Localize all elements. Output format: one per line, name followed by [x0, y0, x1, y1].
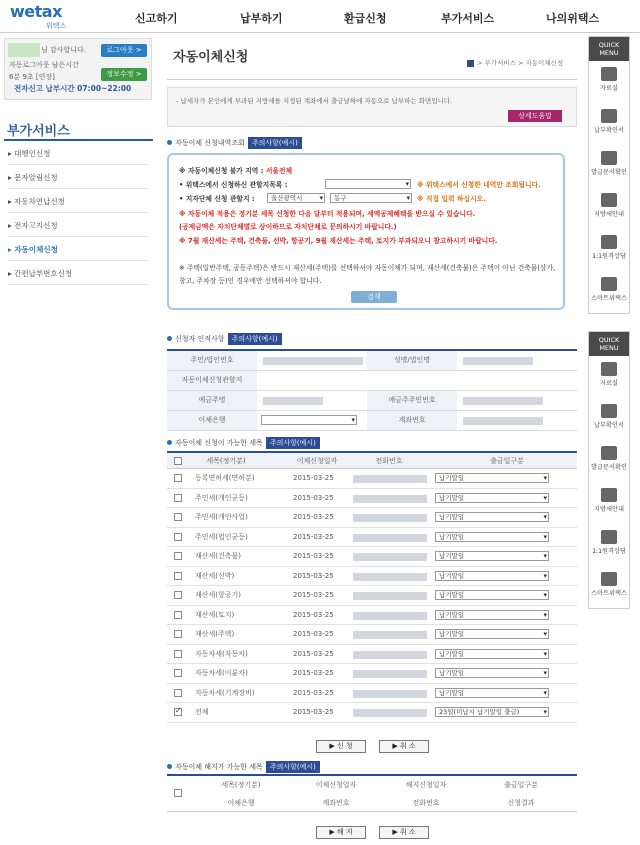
withdraw-option-select[interactable]: 납기말일 ▾ [435, 610, 549, 620]
sidebar-item-car-annual[interactable]: ▸ 자동차연납신청 [8, 191, 148, 213]
applicant-row [167, 351, 577, 371]
tax-item-name: 재산세(토지) [195, 610, 235, 619]
logo-text: wetax [10, 2, 62, 21]
tax-item-name: 전체 [195, 708, 209, 716]
apply-date: 2015-03-25 [293, 591, 334, 599]
search-section-title [167, 137, 302, 149]
phone-masked [353, 709, 427, 717]
title-divider [167, 79, 577, 80]
jurisdiction-label: 자동이체신청관할지 [167, 371, 257, 390]
quick-item-label: 지방세안내 [594, 211, 624, 218]
apply-button-label: 신 청 [336, 742, 353, 750]
document-icon [601, 446, 617, 460]
smartphone-icon [601, 277, 617, 291]
quick-remote-support[interactable] [589, 530, 629, 555]
apply-date: 2015-03-25 [293, 493, 334, 502]
col-tax-item: 세목(정기분) [206, 457, 246, 465]
withdraw-option-select[interactable]: 납기말일 ▾ [435, 668, 549, 678]
quick-item-label: 1:1원격상담 [592, 548, 626, 555]
smartphone-icon [601, 572, 617, 586]
removable-section-title [167, 761, 320, 773]
apply-date: 2015-03-25 [293, 571, 334, 580]
terminate-button[interactable]: ▶ 해 지 [316, 826, 366, 839]
nav-refund[interactable]: 환급신청 [344, 12, 387, 25]
apply-notice: ※ 자동이체 적용은 정기분 세목 신청한 다음 달부터 적용되며, 세액공제혜택을 받으실 수 있습니다. [179, 210, 476, 218]
notice-box [167, 87, 577, 127]
quick-archive[interactable] [589, 67, 629, 92]
sidebar-item-label: 전자고지신청 [14, 221, 58, 230]
document-icon [601, 151, 617, 165]
edit-info-button[interactable]: 정보수정 > [101, 68, 147, 81]
apply-date: 2015-03-25 [293, 513, 334, 521]
quick-local-tax-guide[interactable] [589, 193, 629, 218]
tax-row [167, 489, 577, 509]
row-checkbox[interactable] [174, 650, 182, 658]
tax-row [167, 547, 577, 567]
col-result: 신청결과 [507, 799, 535, 807]
unavailable-region [179, 165, 292, 175]
sidebar-item-label: 문자알림신청 [14, 173, 58, 182]
withdraw-option-select[interactable]: 납기말일 ▾ [435, 512, 549, 522]
phone-masked [353, 690, 427, 698]
col-apply-date: 이체신청일자 [315, 781, 357, 789]
row-checkbox[interactable] [174, 494, 182, 502]
tax-row [167, 625, 577, 645]
housing-notice: ※ 주택(일반주택, 공동주택)은 반드시 재산세(주택)를 선택하셔야 자동이체가 되며, 재산세(건축물)은 주택이 아닌 건축물(상가, 창고, 주차장 등)인 경우에만 선택하셔야 합니다. [179, 264, 556, 285]
jurisdiction-note: ※ 직접 입력 하십시오. [417, 195, 486, 203]
depositor-value [263, 397, 323, 405]
quick-menu-title: QUICK MENU [589, 332, 629, 356]
quick-doc-verify[interactable] [589, 151, 629, 176]
tax-row [167, 508, 577, 528]
quick-item-label: 자료실 [600, 380, 618, 387]
row-checkbox[interactable] [174, 513, 182, 521]
phone-masked [353, 553, 427, 561]
quick-item-label: 납부확인서 [594, 422, 624, 429]
quick-item-label: 발급문서확인 [591, 169, 627, 176]
apply-date: 2015-03-25 [293, 669, 334, 677]
col-cancel-date: 해지신청일자 [405, 781, 447, 789]
withdraw-option-select[interactable]: 납기말일 ▾ [435, 571, 549, 581]
sidebar-item-label: 간편납부번호신청 [14, 269, 73, 278]
quick-menu-bottom [588, 331, 630, 609]
section-label: 자동이체 해지가 가능한 세목 [175, 763, 263, 771]
jurisdiction-label: • 지자단체 신청 관할지 : [179, 195, 255, 203]
account-label: 계좌번호 [367, 411, 457, 430]
quick-payment-cert[interactable] [589, 404, 629, 429]
section-label: 신청자 인적사항 [175, 335, 225, 343]
quick-item-label: 스마트위택스 [591, 590, 627, 597]
sidebar-item-label: 자동이체신청 [14, 245, 58, 254]
quick-item-label: 스마트위택스 [591, 295, 627, 302]
row-checkbox[interactable] [174, 669, 182, 677]
id-number-value [263, 357, 363, 365]
applicant-table [167, 349, 577, 424]
auto-logout-timer[interactable]: 6분 9초 [연장] [9, 73, 55, 81]
search-button[interactable]: 검색 [351, 291, 397, 303]
tax-item-name: 자동차세(자동차) [195, 649, 248, 658]
user-name-masked [8, 43, 40, 57]
col-apply-date: 이체신청일자 [296, 457, 338, 465]
sidebar-divider [4, 139, 153, 141]
logo-subtext: 위택스 [46, 22, 67, 30]
jurisdiction-list-note: ※ 위택스에서 신청한 내역만 조회됩니다. [417, 181, 541, 189]
tax-item-name: 자동차세(이륜차) [195, 669, 248, 677]
apply-date: 2015-03-25 [293, 630, 334, 638]
service-hours: 전자신고 납부시간 07:00~22:00 [14, 84, 132, 93]
applicant-row [167, 411, 577, 431]
printer-icon [601, 109, 617, 123]
apply-button[interactable]: ▶ 신 청 [316, 740, 366, 753]
phone-masked [353, 670, 427, 678]
sidebar-item-label: 자동차연납신청 [14, 197, 65, 206]
terminate-button-label: 해 지 [336, 828, 353, 836]
row-checkbox[interactable] [174, 591, 182, 599]
auto-logout-label: 자동로그아웃 남은시간 [9, 61, 79, 69]
tax-row [167, 684, 577, 704]
tax-item-name: 주민세(개인사업) [195, 513, 248, 521]
sidebar-title: 부가서비스 [7, 124, 70, 139]
property-tax-notice: ※ 7월 재산세는 주택, 건축물, 선박, 항공기, 9월 재산세는 주택, 토지가 부과되오니 참고하시기 바랍니다. [179, 237, 498, 245]
tax-item-name: 주민세(법인균등) [195, 532, 248, 541]
notice-text: - 납세자가 본인에게 부과된 지방세를 지정된 계좌에서 출금날짜에 자동으로 납부하는 화면입니다. [176, 97, 453, 105]
quick-item-label: 자료실 [600, 85, 618, 92]
withdraw-option-select[interactable]: 납기말일 ▾ [435, 473, 549, 483]
apply-date: 2015-03-25 [293, 610, 334, 619]
unavailable-label: ※ 자동이체신청 불가 지역 : [179, 167, 266, 175]
removable-select-all-checkbox[interactable] [174, 789, 182, 797]
withdraw-option-select[interactable]: 23일(미납시 납기말일 출금) ▾ [435, 707, 549, 717]
name-value [463, 357, 533, 365]
row-checkbox[interactable] [174, 533, 182, 541]
col-tax-item: 세목(정기분) [221, 781, 261, 789]
quick-archive[interactable] [589, 362, 629, 387]
search-box [167, 153, 565, 310]
phone-masked [353, 651, 427, 659]
nav-my-wetax[interactable]: 나의위택스 [546, 12, 600, 25]
col-bank: 이체은행 [227, 799, 255, 807]
tax-item-name: 주민세(개인균등) [195, 493, 248, 502]
phone-masked [353, 573, 427, 581]
apply-date: 2015-03-25 [293, 474, 334, 482]
sidebar [0, 33, 155, 333]
tax-item-name: 재산세(선박) [195, 571, 235, 580]
withdraw-option-select[interactable]: 납기말일 ▾ [435, 493, 549, 503]
tax-row [167, 645, 577, 665]
quick-smart-wetax[interactable] [589, 572, 629, 597]
col-withdraw-option: 출금일구분 [490, 457, 524, 465]
printer-icon [601, 404, 617, 418]
quick-item-label: 납부확인서 [594, 127, 624, 134]
withdraw-option-select[interactable]: 납기말일 ▾ [435, 551, 549, 561]
withdraw-option-select[interactable]: 납기말일 ▾ [435, 688, 549, 698]
col-phone: 전화번호 [375, 457, 403, 465]
select-all-checkbox[interactable] [174, 457, 182, 465]
depositor-label: 예금주명 [167, 391, 257, 410]
row-checkbox[interactable] [174, 708, 182, 716]
removable-cancel-label: 취 소 [399, 828, 416, 836]
row-checkbox[interactable] [174, 474, 182, 482]
wetax-logo[interactable] [10, 3, 72, 29]
monitor-icon [601, 235, 617, 249]
phone-masked [353, 495, 427, 503]
apply-date: 2015-03-25 [293, 688, 334, 697]
jurisdiction-list-select[interactable] [325, 179, 411, 189]
district-select[interactable]: 동구 ▾ [330, 193, 412, 203]
cancel-button-label: 취 소 [399, 742, 416, 750]
detail-help-button[interactable]: 상세도움말 [508, 110, 562, 122]
quick-local-tax-guide[interactable] [589, 488, 629, 513]
phone-masked [353, 534, 427, 542]
withdraw-option-select[interactable]: 납기말일 ▾ [435, 532, 549, 542]
archive-icon [601, 362, 617, 376]
tax-item-name: 재산세(건축물) [195, 552, 242, 560]
monitor-icon [601, 530, 617, 544]
tax-row [167, 586, 577, 606]
taxes-table-header [167, 451, 577, 469]
home-icon[interactable] [467, 60, 474, 67]
tax-item-name: 재산세(주택) [195, 630, 235, 638]
section-label: 자동이체 신청이 가능한 세목 [175, 439, 263, 447]
quick-remote-support[interactable] [589, 235, 629, 260]
phone-masked [353, 592, 427, 600]
book-icon [601, 488, 617, 502]
jurisdiction-list-label: • 위택스에서 신청하신 관할지목록 : [179, 181, 288, 189]
col-account: 계좌번호 [322, 799, 350, 807]
col-withdraw-option: 출금일구분 [504, 781, 538, 789]
notice-badge[interactable]: 주의사항(예시) [248, 137, 302, 149]
depositor-id-label: 예금주주민번호 [367, 391, 457, 410]
name-label: 성명/법인명 [367, 351, 457, 370]
tax-row [167, 606, 577, 626]
tax-row [167, 528, 577, 548]
quick-item-label: 지방세안내 [594, 506, 624, 513]
row-checkbox[interactable] [174, 572, 182, 580]
section-label: 자동이체 신청내역조회 [175, 139, 245, 147]
row-checkbox[interactable] [174, 630, 182, 638]
deduction-notice: (공제금액은 자치단체별로 상이하므로 자치단체로 문의하시기 바랍니다.) [179, 223, 397, 231]
withdraw-option-select[interactable]: 납기말일 ▾ [435, 649, 549, 659]
bullet-icon [167, 764, 172, 769]
withdraw-option-select[interactable]: 납기말일 ▾ [435, 590, 549, 600]
tax-row [167, 703, 577, 723]
removable-cancel-button[interactable]: ▶ 취 소 [379, 826, 429, 839]
phone-masked [353, 514, 427, 522]
phone-masked [353, 631, 427, 639]
removable-table-header [167, 774, 577, 812]
archive-icon [601, 67, 617, 81]
bullet-icon [167, 140, 172, 145]
phone-masked [353, 612, 427, 620]
applicant-row [167, 371, 577, 391]
top-navigation [0, 0, 640, 33]
city-select[interactable]: 울산광역시 ▾ [267, 193, 325, 203]
sidebar-item-simple-pay[interactable]: ▸ 간편납부번호신청 [8, 263, 148, 285]
id-number-label: 주민/법인번호 [167, 351, 257, 370]
apply-date: 2015-03-25 [293, 552, 334, 560]
logout-button[interactable]: 로그아웃 > [101, 44, 147, 57]
depositor-id-value [463, 397, 543, 405]
breadcrumb-text: > 부가서비스 > 자동이체신청 [477, 59, 564, 67]
book-icon [601, 193, 617, 207]
tax-row [167, 567, 577, 587]
apply-date: 2015-03-25 [293, 649, 334, 658]
applicant-section-title [167, 333, 282, 345]
sidebar-item-agent[interactable]: ▸ 대행인신청 [8, 143, 148, 165]
applicant-row [167, 391, 577, 411]
apply-date: 2015-03-25 [293, 532, 334, 541]
apply-date: 2015-03-25 [293, 708, 334, 716]
greeting-text: 님 감사합니다. [41, 46, 87, 54]
notice-badge[interactable]: 주의사항(예시) [228, 333, 282, 345]
quick-doc-verify[interactable] [589, 446, 629, 471]
cancel-button[interactable]: ▶ 취 소 [379, 740, 429, 753]
bullet-icon [167, 440, 172, 445]
tax-row [167, 664, 577, 684]
sidebar-item-sms-alert[interactable]: ▸ 문자알림신청 [8, 167, 148, 189]
quick-item-label: 1:1원격상담 [592, 253, 626, 260]
phone-masked [353, 475, 427, 483]
row-checkbox[interactable] [174, 689, 182, 697]
bank-select[interactable] [261, 415, 357, 425]
quick-smart-wetax[interactable] [589, 277, 629, 302]
sidebar-item-auto-transfer[interactable]: ▸ 자동이체신청 [8, 239, 148, 261]
row-checkbox[interactable] [174, 552, 182, 560]
nav-payment[interactable]: 납부하기 [240, 12, 283, 25]
tax-item-name: 등록면허세(면허분) [195, 474, 255, 482]
tax-item-name: 재산세(항공기) [195, 591, 242, 599]
sidebar-item-label: 대행인신청 [14, 149, 51, 158]
sidebar-item-e-notice[interactable]: ▸ 전자고지신청 [8, 215, 148, 237]
notice-badge[interactable]: 주의사항(예시) [266, 761, 320, 773]
tax-row [167, 469, 577, 489]
quick-menu-top [588, 36, 630, 314]
withdraw-option-select[interactable]: 납기말일 ▾ [435, 629, 549, 639]
row-checkbox[interactable] [174, 611, 182, 619]
breadcrumb [467, 58, 563, 67]
nav-file-report[interactable]: 신고하기 [135, 12, 178, 25]
nav-extra-services[interactable]: 부가서비스 [441, 12, 495, 25]
account-value [463, 417, 543, 425]
bullet-icon [167, 336, 172, 341]
page-title: 자동이체신청 [173, 50, 249, 65]
col-phone: 전화번호 [412, 799, 440, 807]
quick-payment-cert[interactable] [589, 109, 629, 134]
notice-badge[interactable]: 주의사항(예시) [266, 437, 320, 449]
bank-label: 이체은행 [167, 411, 257, 430]
quick-menu-title: QUICK MENU [589, 37, 629, 61]
unavailable-value: 서울전체 [265, 167, 293, 175]
tax-item-name: 자동차세(기계장비) [195, 688, 255, 697]
quick-item-label: 발급문서확인 [591, 464, 627, 471]
taxes-section-title [167, 437, 320, 449]
